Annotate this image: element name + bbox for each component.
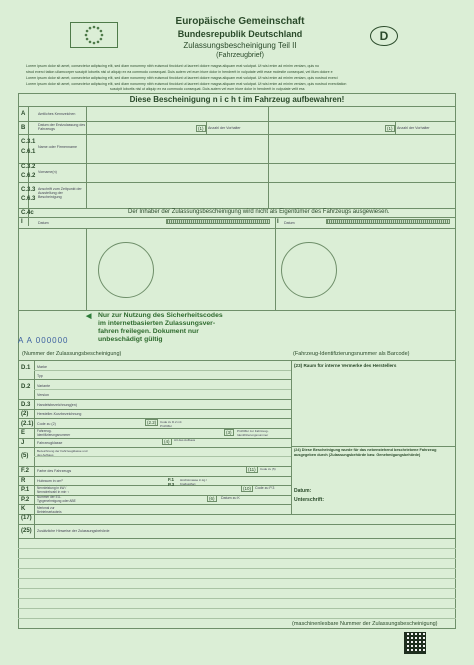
hatch-right <box>326 219 450 224</box>
code-i-right: I <box>277 219 279 225</box>
label-vorname: Vorname(n) <box>38 170 57 174</box>
label-datum-left: Datum <box>38 221 49 225</box>
hatch-left <box>166 219 270 224</box>
lorem-line-4: Lorem ipsum dolor sit amet, consectetur adipiscing elit, sed diam nonummy nibh euismod tincidunt ut laoreet dolore magna aliquam erat volutpat. Ut wisi enim ad minim veniam, quis nostrud exercitation <box>26 82 347 86</box>
code-k: K <box>21 506 26 512</box>
code-c61: C.6.1 <box>21 149 36 155</box>
label-gesamtmasse: Farbe des Fahrzeugs <box>37 469 72 473</box>
code-17: (17) <box>21 515 32 521</box>
label-code-d2: Code zu D.2 mit Prüfziffer <box>160 420 182 428</box>
code-c62: C.6.2 <box>21 173 36 179</box>
code-c4c: C.4c <box>21 210 34 216</box>
label-kennzeichen: Amtliches Kennzeichen <box>38 112 76 116</box>
security-text-4: unbeschädigt gültig <box>98 336 163 343</box>
code-c33: C.3.3 <box>21 187 36 193</box>
label-hubraum: Hubraum in cm³ <box>37 479 63 483</box>
stamp-circle-right <box>281 242 337 298</box>
eu-star <box>86 30 89 33</box>
eu-star <box>101 34 104 37</box>
label-bez-klasse: Bezeichnung der Fahrzeugklasse und des Aufbaus <box>37 449 88 457</box>
code-r: R <box>21 478 26 484</box>
caption-right: (Fahrzeug-Identifizierungsnummer als Barcode) <box>293 351 410 357</box>
eu-star <box>100 38 103 41</box>
r23-label: (23) Raum für interne Vermerke des Herstellers <box>294 363 397 368</box>
code-5: (5) <box>21 453 29 459</box>
lorem-line-5: suscipit lobortis nisl ut aliquip ex ea commodo consequat. Duis autem vel eum iriure dolor in hendrerit in vulputate velit ess <box>110 87 305 91</box>
lorem-line-2: strud exerci tation ullamcorper suscipit lobortis nisl ut aliquip ex ea commodo consequat. Duis autem vel eum iriure dolor in hendrerit in vulputate velit esse molestie consequat, vel illum dolore e <box>26 70 333 74</box>
code-21: (2.1) <box>21 421 34 427</box>
title-line-4: (Fahrzeugbrief) <box>216 52 264 59</box>
label-erstzulassung: Datum der Erstzulassung des Fahrzeugs <box>38 123 86 131</box>
code-e: E <box>21 430 26 436</box>
serial-number: A A 000000 <box>18 336 69 345</box>
label-marke: Marke <box>37 365 47 369</box>
label-datum-k: Datum zu K <box>221 496 240 500</box>
code-a: A <box>21 111 26 117</box>
b-num-1: (1) <box>198 126 204 131</box>
code-d2: D.2 <box>21 384 31 390</box>
eu-star <box>86 38 89 41</box>
code-2: (2) <box>21 411 29 417</box>
num-3: (3) <box>226 430 232 435</box>
eu-star <box>89 41 92 44</box>
eu-star <box>97 41 100 44</box>
code-j: J <box>21 440 25 446</box>
r24-label: (24) Diese Bescheinigung wurde für das nebenstehend beschriebene Fahrzeug ausgegeben durch (Zulassungsbehörde bzw. Genehmigungsbehörde) <box>294 448 437 457</box>
label-nennleistung: Nennleistung in kW / Nenndrehzahl in min⁻¹ <box>37 486 69 494</box>
b-vorhalter-2: Anzahl der Vorhalter <box>397 126 430 130</box>
code-c32: C.3.2 <box>21 164 36 170</box>
label-variante: Variante <box>37 384 51 388</box>
country-oval: D <box>370 26 398 46</box>
security-text-2: im internetbasierten Zulassungsver- <box>98 320 216 327</box>
label-pruefziffer: Prüfziffer zur Fahrzeug-Identifizierungsnummer <box>237 429 269 437</box>
label-fahrzeugklasse: Fahrzeugklasse <box>37 441 63 445</box>
arrow-left-icon: ◀ <box>86 313 92 320</box>
b-vorhalter-1: Anzahl der Vorhalter <box>208 126 241 130</box>
label-handelsbez: Handelsbezeichnung(en) <box>37 403 77 407</box>
code-p1: P.1 <box>21 487 30 493</box>
code-d3: D.3 <box>21 402 31 408</box>
qr-code <box>404 632 426 654</box>
label-datum-right: Datum <box>284 221 295 225</box>
label-aufbau: Art des Aufbaus <box>174 438 196 442</box>
eu-stars-icon <box>71 23 117 47</box>
code-p2: P.2 <box>21 497 30 503</box>
stamp-circle-left <box>98 242 154 298</box>
eu-star <box>97 27 100 30</box>
label-hinweise: Zusätzliche Hinweise der Zulassungsbehörde <box>37 529 110 533</box>
label-name: Name oder Firmenname <box>38 145 77 149</box>
num-4: (4) <box>164 439 170 444</box>
label-typ: Typ <box>37 374 43 378</box>
title-line-2: Bundesrepublik Deutschland <box>177 29 303 39</box>
code-f2: F.2 <box>21 468 30 474</box>
eu-star <box>85 34 88 37</box>
code-i-left: I <box>21 219 23 225</box>
label-eg-typ: Nummer der EG-Typgenehmigung oder ABE <box>37 495 76 503</box>
code-c63: C.6.3 <box>21 196 36 202</box>
eu-star <box>93 26 96 29</box>
security-text-1: Nur zur Nutzung des Sicherheitscodes <box>98 312 223 319</box>
label-fin: Fahrzeug-Identifizierungsnummer <box>37 429 71 437</box>
code-25: (25) <box>21 528 32 534</box>
code-c31: C.3.1 <box>21 139 36 145</box>
security-text-3: fahren freilegen. Dokument nur <box>98 328 199 335</box>
unterschrift-label: Unterschrift: <box>294 497 325 503</box>
label-code-5: Code zu (5) <box>260 467 276 471</box>
c4c-text: Der Inhaber der Zulassungsbescheinigung wird nicht als Eigentümer des Fahrzeugs ausgewiesen. <box>128 209 390 215</box>
code-d1: D.1 <box>21 365 31 371</box>
machine-number-caption: (maschinenlesbare Nummer der Zulassungsbescheinigung) <box>292 621 438 627</box>
num-6: (6) <box>209 496 215 501</box>
label-hersteller-kurz: Hersteller-Kurzbezeichnung <box>37 412 82 416</box>
label-version: Version <box>37 393 49 397</box>
label-anschrift: Anschrift zum Zeitpunkt der Ausstellung der Bescheinigung <box>38 187 82 199</box>
caption-left: (Nummer der Zulassungsbescheinigung) <box>22 351 122 357</box>
label-code-p3: Code zu P.3 <box>255 486 275 490</box>
eu-star <box>93 42 96 45</box>
lorem-line-1: Lorem ipsum dolor sit amet, consectetur adipiscing elit, sed diam nonummy nibh euismod tincidunt ut laoreet dolore magna aliquam erat volutpat. Ut wisi enim ad minim veniam, quis no <box>26 64 320 68</box>
eu-flag <box>70 22 118 48</box>
code-b: B <box>21 125 26 131</box>
eu-star <box>89 27 92 30</box>
num-22: (2.2) <box>147 420 157 425</box>
title-line-3: Zulassungsbescheinigung Teil II <box>183 41 297 50</box>
label-hoechstmasse: Höchstmasse in kg / Kraftstoffart <box>180 478 208 486</box>
title-line-1: Europäische Gemeinschaft <box>175 16 305 27</box>
num-10: (10) <box>243 486 252 491</box>
banner-text: Diese Bescheinigung n i c h t im Fahrzeug aufbewahren! <box>129 95 345 104</box>
code-f1-p3: F.1 P.3 <box>168 477 175 487</box>
eu-star <box>100 30 103 33</box>
num-11: (11) <box>248 467 256 472</box>
lorem-line-3: Lorem ipsum dolor sit amet, consectetur adipiscing elit, sed diam nonummy nibh euismod tincidunt ut laoreet dolore magna aliquam erat volutpat. Ut wisi enim ad minim veniam, quis nostrud exerci <box>26 76 338 80</box>
b-num-2: (1) <box>387 126 393 131</box>
datum-label: Datum: <box>294 488 312 494</box>
label-code-2: Code zu (2) <box>37 422 56 426</box>
label-merkmal: Merkmal zur Betriebserlaubnis <box>37 506 62 514</box>
